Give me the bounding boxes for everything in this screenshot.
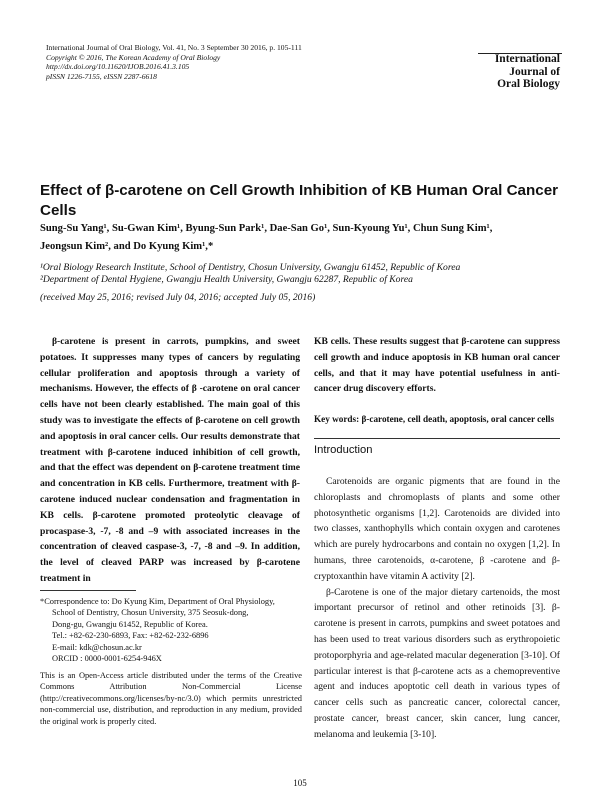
- journal-header: [46, 43, 302, 81]
- section-divider: [314, 438, 560, 439]
- license-notice: This is an Open-Access article distributed under the terms of the Creative Commons Attribution Non-Commercial License (http://creativecommons.org/licenses/by-nc/3.0) which permits unrestricted non-commercial use, distribution, and reproduction in any medium, provided the original work is properly cited.: [40, 671, 302, 726]
- introduction-heading: Introduction: [314, 444, 373, 456]
- article-title: [40, 181, 560, 221]
- logo-line-3: Oral Biology: [497, 78, 560, 90]
- affiliations: [40, 262, 560, 286]
- footnote-line-3: Dong-gu, Gwangju 61452, Republic of Korea.: [52, 619, 208, 629]
- doi-link[interactable]: http://dx.doi.org/10.11620/IJOB.2016.41.3.105: [46, 62, 190, 72]
- title-line-1: Effect of β-carotene on Cell Growth Inhibition of KB Human Oral Cancer: [40, 182, 559, 199]
- footnote-divider: [40, 590, 136, 591]
- authors-line-2: Jeongsun Kim², and Do Kyung Kim¹,*: [40, 241, 214, 252]
- right-column: [314, 334, 560, 425]
- authors-line-1: Sung-Su Yang¹, Su-Gwan Kim¹, Byung-Sun Park¹, Dae-San Go¹, Sun-Kyoung Yu¹, Chun Sung Kim¹,: [40, 223, 493, 234]
- journal-logo: [478, 53, 562, 95]
- affiliation-1: ¹Oral Biology Research Institute, School of Dentistry, Chosun University, Gwangju 61452, Republic of Korea: [40, 262, 461, 273]
- left-column: [40, 334, 300, 587]
- copyright-line: Copyright © 2016, The Korean Academy of Oral Biology: [46, 52, 221, 62]
- keywords: Key words: β-carotene, cell death, apoptosis, oral cancer cells: [314, 414, 555, 425]
- page-number: 105: [293, 778, 307, 788]
- journal-citation: International Journal of Oral Biology, Vol. 41, No. 3 September 30 2016, p. 105-111: [46, 43, 302, 52]
- intro-paragraph-2: β-Carotene is one of the major dietary cartenoids, the most important precursor of retinol and other retinoids [3]. β-carotene is present in carrots, pumpkins and sweet potatoes and has been used to treat various disorders such as erythropoietic protoporphyria and age-related macular degeneration [3-10]. Of particular interest is that β-carotene acts as a chemopreventive agent and induces apoptotic cell death in various types of cancer cells such as pancreatic cancer, colorectal cancer, prostate cancer, breast cancer, skin cancer, lung cancer, melanoma and leukemia [3-10].: [314, 586, 560, 740]
- abstract-continued: KB cells. These results suggest that β-carotene can suppress cell growth and induce apoptosis in KB human oral cancer cells, and that it may have potential usefulness in anti-cancer drug discovery efforts.: [314, 336, 560, 395]
- affiliation-2: ²Department of Dental Hygiene, Gwangju Health University, Gwangju 62287, Republic of Korea: [40, 274, 413, 285]
- logo-line-1: International: [494, 53, 560, 65]
- intro-paragraph-1: Carotenoids are organic pigments that are found in the chloroplasts and chromoplasts of plants and some other photosynthetic organisms [1,2]. Carotenoids are divided into two classes, xanthophylls which contain oxygen and carotenes which are purely hydrocarbons and contain no oxygen [1,2]. In humans, three carotenoids, α-carotene, β -carotene and β-cryptoxanthin have vitamin A activity [2].: [314, 476, 560, 582]
- correspondence-footnote: [40, 596, 302, 664]
- footnote-line-2: School of Dentistry, Chosun University, 375 Seosuk-dong,: [52, 608, 249, 618]
- logo-line-2: Journal of: [509, 65, 560, 78]
- title-line-2: Cells: [40, 202, 77, 219]
- footnote-email[interactable]: E-mail: kdk@chosun.ac.kr: [52, 642, 142, 652]
- footnote-orcid: ORCID : 0000-0001-6254-946X: [52, 654, 162, 664]
- issn-line: pISSN 1226-7155, eISSN 2287-6618: [46, 71, 157, 81]
- introduction-body: [314, 474, 560, 743]
- author-list: [40, 220, 560, 256]
- footnote-line-1: *Correspondence to: Do Kyung Kim, Department of Oral Physiology,: [40, 597, 275, 606]
- footnote-line-4: Tel.: +82-62-230-6893, Fax: +82-62-232-6896: [52, 631, 209, 641]
- abstract-text: β-carotene is present in carrots, pumpkins, and sweet potatoes. It suppresses many types of cancers by regulating cellular proliferation and apoptosis through a variety of mechanisms. However, the effects of β -carotene on oral cancer cells have not been clearly established. The main goal of this study was to investigate the effects of β-carotene on cell growth and apoptosis in oral cancer cells. Our results demonstrate that treatment with β-carotene induced inhibition of cell growth, and that the effect was dependent on β-carotene treatment time and concentration in KB cells. Furthermore, treatment with β-carotene induced nuclear condensation and fragmentation in KB cells. β-carotene promoted proteolytic cleavage of procaspase-3, -7, -8 and –9 with associated increases in the concentration of cleaved caspase-3, -7, -8 and –9. In addition, the level of cleaved PARP was increased by β-carotene treatment in: [40, 336, 300, 584]
- received-dates: (received May 25, 2016; revised July 04, 2016; accepted July 05, 2016): [40, 292, 316, 303]
